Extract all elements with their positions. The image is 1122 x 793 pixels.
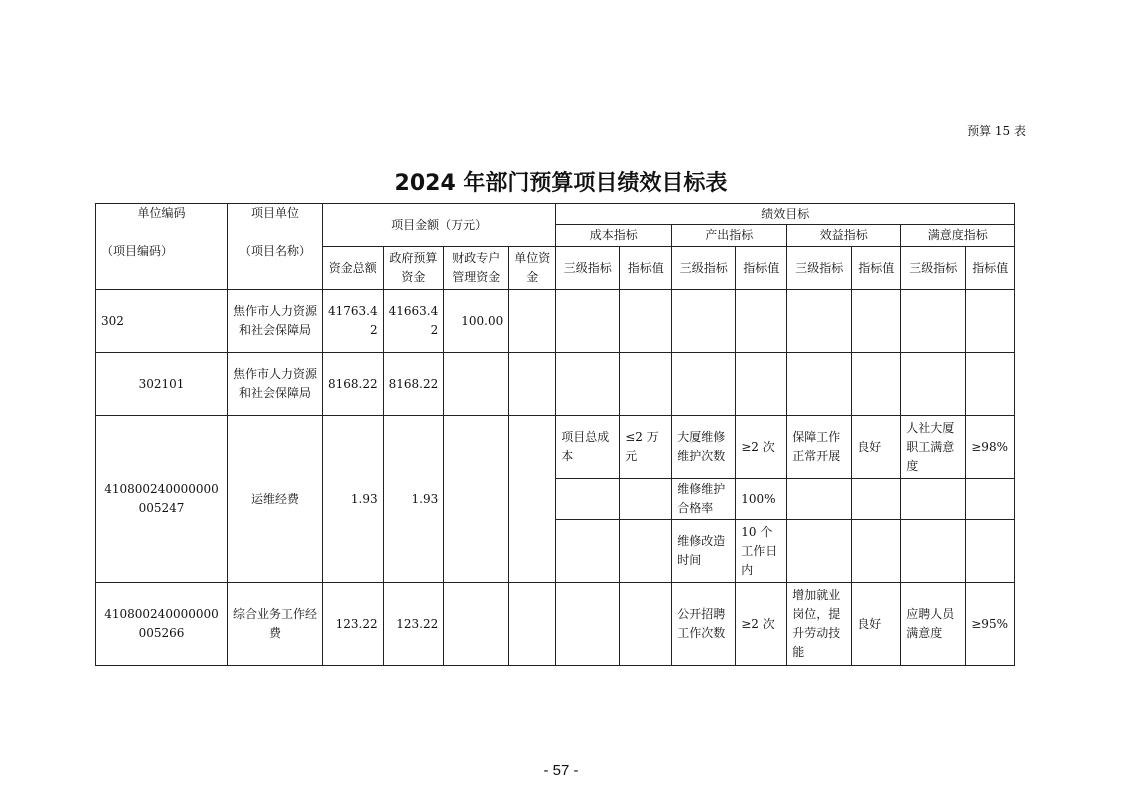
table-number-label: 预算 15 表 xyxy=(967,124,1026,138)
row3-benefit-value: 良好 xyxy=(852,416,901,479)
table-row xyxy=(96,353,1015,416)
row3-output1-indicator: 大厦维修维护次数 xyxy=(672,416,736,479)
row1-name: 焦作市人力资源和社会保障局 xyxy=(228,290,323,353)
header-gov-budget: 政府预算资金 xyxy=(383,247,444,290)
row4-sat-value: ≥95% xyxy=(966,583,1015,666)
header-unit-code: 单位编码 （项目编码） xyxy=(96,204,228,290)
table-row xyxy=(96,416,1015,479)
header-benefit: 效益指标 xyxy=(787,225,901,247)
row4-total: 123.22 xyxy=(323,583,384,666)
table-row xyxy=(96,583,1015,666)
row3-sat-indicator: 人社大厦职工满意度 xyxy=(901,416,966,479)
page-number: - 57 - xyxy=(543,762,579,779)
row4-output-value: ≥2 次 xyxy=(736,583,787,666)
table-row xyxy=(96,290,1015,353)
row3-code: 410800240000000005247 xyxy=(96,416,228,583)
header-cost: 成本指标 xyxy=(556,225,672,247)
row3-sat-value: ≥98% xyxy=(966,416,1015,479)
header-sat-value: 指标值 xyxy=(966,247,1015,290)
header-performance: 绩效目标 xyxy=(556,204,1015,225)
header-satisfaction: 满意度指标 xyxy=(901,225,1015,247)
row1-gov: 41663.42 xyxy=(383,290,444,353)
row3-benefit-indicator: 保障工作正常开展 xyxy=(787,416,852,479)
row4-benefit-indicator: 增加就业岗位，提升劳动技能 xyxy=(787,583,852,666)
row2-code: 302101 xyxy=(96,353,228,416)
header-output: 产出指标 xyxy=(672,225,787,247)
row3-gov: 1.93 xyxy=(383,416,444,583)
header-sat-level3: 三级指标 xyxy=(901,247,966,290)
row1-code: 302 xyxy=(96,290,228,353)
header-special-fund: 财政专户管理资金 xyxy=(444,247,509,290)
performance-table xyxy=(95,203,1015,666)
row3-output3-value: 10 个工作日内 xyxy=(736,520,787,583)
row2-gov: 8168.22 xyxy=(383,353,444,416)
header-output-level3: 三级指标 xyxy=(672,247,736,290)
header-total: 资金总额 xyxy=(323,247,384,290)
row4-name: 综合业务工作经费 xyxy=(228,583,323,666)
row4-output-indicator: 公开招聘工作次数 xyxy=(672,583,736,666)
row4-gov: 123.22 xyxy=(383,583,444,666)
row3-cost-value: ≤2 万元 xyxy=(620,416,672,479)
row3-total: 1.93 xyxy=(323,416,384,583)
row3-output1-value: ≥2 次 xyxy=(736,416,787,479)
row1-special: 100.00 xyxy=(444,290,509,353)
header-benefit-level3: 三级指标 xyxy=(787,247,852,290)
row3-output2-value: 100% xyxy=(736,479,787,520)
page-title: 2024 年部门预算项目绩效目标表 xyxy=(394,171,728,196)
row2-total: 8168.22 xyxy=(323,353,384,416)
header-unit-fund: 单位资金 xyxy=(509,247,556,290)
header-cost-level3: 三级指标 xyxy=(556,247,620,290)
header-amount: 项目金额（万元） xyxy=(323,204,556,247)
row2-name: 焦作市人力资源和社会保障局 xyxy=(228,353,323,416)
row3-output2-indicator: 维修维护合格率 xyxy=(672,479,736,520)
row4-benefit-value: 良好 xyxy=(852,583,901,666)
row4-sat-indicator: 应聘人员满意度 xyxy=(901,583,966,666)
row3-output3-indicator: 维修改造时间 xyxy=(672,520,736,583)
row1-total: 41763.42 xyxy=(323,290,384,353)
row3-cost-indicator: 项目总成本 xyxy=(556,416,620,479)
header-cost-value: 指标值 xyxy=(620,247,672,290)
header-benefit-value: 指标值 xyxy=(852,247,901,290)
row4-code: 410800240000000005266 xyxy=(96,583,228,666)
row3-name: 运维经费 xyxy=(228,416,323,583)
header-output-value: 指标值 xyxy=(736,247,787,290)
header-project-unit: 项目单位 （项目名称） xyxy=(228,204,323,290)
